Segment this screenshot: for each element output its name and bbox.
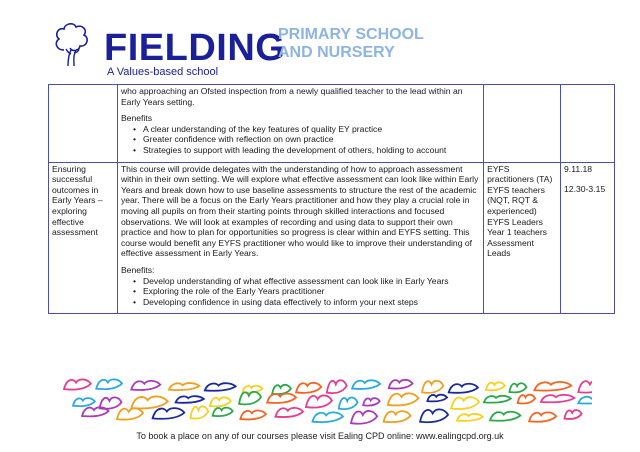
leaf-icon [449, 384, 478, 393]
leaf-icon [509, 383, 526, 392]
leaf-icon [388, 393, 419, 405]
leaf-icon [213, 408, 233, 416]
audience-cell [484, 85, 561, 163]
school-type-line-2: AND NURSERY [278, 44, 395, 61]
booking-info: To book a place on any of our courses please visit Ealing CPD online: www.ealingcpd.org.uk [136, 431, 504, 441]
leaf-icon [534, 382, 571, 391]
leaf-icon [272, 385, 291, 394]
leaf-icon [389, 380, 413, 389]
leaf-icon [131, 396, 167, 408]
school-type [278, 26, 424, 62]
courses-table [48, 84, 615, 314]
leaf-icon [210, 397, 231, 406]
course-description-cell [117, 85, 483, 163]
leaf-icon [64, 379, 91, 389]
benefit-item: • Developing confidence in using data effectively to inform your next steps [135, 297, 480, 308]
course-title-cell [49, 85, 118, 163]
leaf-icon [169, 383, 199, 390]
leaf-icon [267, 394, 296, 403]
leaf-icon [422, 381, 443, 393]
leaf-icon [420, 409, 448, 422]
school-name: FIELDING [104, 27, 286, 69]
table-row [49, 85, 615, 163]
benefit-item: • Greater confidence with reflection on own practice [135, 134, 480, 145]
leaf-icon [457, 414, 483, 421]
leaf-icon [486, 382, 505, 390]
leaf-icon [327, 380, 347, 393]
school-type-line-1: PRIMARY SCHOOL [278, 26, 424, 43]
course-date: 9.11.18 [564, 163, 593, 174]
leaf-icon [578, 396, 592, 403]
course-time: 12.30-3.15 [564, 184, 606, 195]
leaf-icon [518, 395, 535, 404]
leaf-icon [240, 410, 266, 419]
leaf-icon [296, 383, 321, 393]
benefits-list [121, 276, 480, 308]
course-description: This course will provide delegates with the understanding of how to approach assessment within in their own setting. We will explore what effective assessment can look like within Early Years and break down how to use baseline assessments to structure the rest of the academic year. There will be a focus on the Early Years practitioner and how they play a crucial role in moving all pupils on from their starting points through skilled interactions and focused observations. We will look at examples of recording and using data to support their own practice and how to plan for opportunities so progress is clear within and EYFS setting. This course would benefit any EYFS practitioner who would like to improve their understanding of effective assessment in Early Years. [120, 163, 479, 259]
leaf-icon [451, 397, 479, 409]
leaf-icon [529, 412, 556, 421]
tagline: A Values-based school [107, 66, 219, 78]
leaf-icon [275, 408, 303, 417]
leaf-icon [306, 395, 332, 407]
school-header [48, 16, 468, 82]
leaf-icon [384, 411, 411, 422]
benefits-label: Benefits [120, 113, 152, 124]
leaf-icon [73, 398, 95, 406]
leaf-icon [427, 395, 447, 402]
benefits-list [121, 124, 480, 156]
benefits-label: Benefits: [120, 264, 155, 275]
benefit-item: • Develop understanding of what effective assessment can look like in Early Years [135, 276, 480, 287]
audience-cell: EYFS practitioners (TA) EYFS teachers (NQT, RQT & experienced) EYFS Leaders Year 1 teachers Assessment Leads [484, 162, 561, 314]
leaf-icon [312, 412, 343, 422]
benefit-item: • Exploring the role of the Early Years practitioner [135, 286, 480, 297]
leaf-icon [484, 396, 511, 403]
leaf-icon [564, 410, 581, 419]
benefit-item: • A clear understanding of the key features of quality EY practice [135, 124, 480, 135]
course-description: who approaching an Ofsted inspection from a newly qualified teacher to the lead within an Early Years setting. [120, 86, 463, 107]
benefit-item: • Strategies to support with leading the development of others, holding to account [135, 145, 480, 156]
leaf-icon [131, 381, 160, 390]
leaf-icon [490, 412, 520, 421]
table-row [49, 162, 615, 314]
course-title-cell: Ensuring successful outcomes in Early Years – exploring effective assessment [49, 162, 118, 314]
leaf-icon [541, 395, 574, 402]
leaves-decoration-icon [60, 378, 592, 428]
leaf-icon [153, 408, 185, 419]
date-cell [561, 162, 615, 314]
leaf-icon [352, 380, 380, 389]
leaf-icon [351, 411, 377, 424]
leaf-icon [578, 381, 592, 393]
leaf-icon [363, 398, 380, 405]
leaf-icon [190, 406, 208, 418]
course-description-cell [117, 162, 483, 314]
leaf-icon [205, 383, 236, 390]
tree-icon [52, 20, 92, 68]
leaf-icon [239, 392, 261, 405]
leaf-icon [82, 407, 109, 416]
leaf-icon [96, 379, 122, 389]
leaf-icon [117, 408, 143, 419]
date-cell [561, 85, 615, 163]
leaf-icon [339, 398, 358, 410]
leaf-icon [176, 396, 204, 403]
